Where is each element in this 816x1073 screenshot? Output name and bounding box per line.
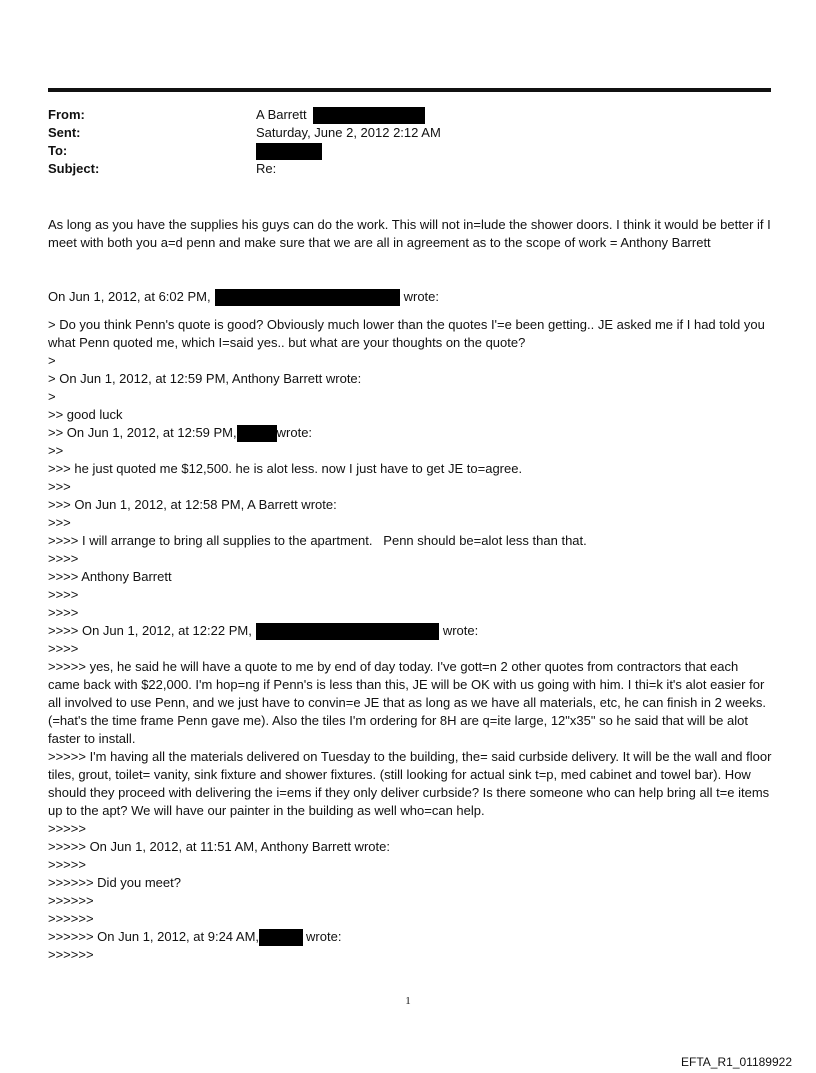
quote-header [48, 424, 773, 442]
quote-marker: >>>>>> [48, 947, 94, 962]
to-label: To: [48, 143, 68, 158]
quote-marker: >>>> [48, 587, 79, 602]
subject-value: Re: [256, 161, 277, 176]
redaction-box [237, 425, 277, 442]
quote-marker: > [48, 353, 56, 368]
wrote-text: wrote: [403, 289, 440, 304]
sent-value: Saturday, June 2, 2012 2:12 AM [256, 125, 441, 140]
quote-header: >>>>> On Jun 1, 2012, at 11:51 AM, Anthony Barrett wrote: [48, 839, 390, 854]
quote-header [48, 288, 773, 306]
quote-marker: >>> [48, 479, 71, 494]
quote-marker: >>>> [48, 605, 79, 620]
quote-marker: >> [48, 443, 64, 458]
redaction-box [256, 623, 439, 640]
redaction-box [259, 929, 303, 946]
quote-header [48, 928, 773, 946]
quoted-line: >>>>>> Did you meet? [48, 875, 181, 890]
reply-paragraph: As long as you have the supplies his guys can do the work. This will not in=lude the shower doors. I think it would be better if I meet with both you a=d penn and make sure that we are all in agreement as to the scope of work = Anthony Barrett [48, 217, 771, 250]
wrote-text: wrote: [276, 425, 313, 440]
quote-marker: >>>>> [48, 821, 86, 836]
quote-marker: >>>>>> [48, 893, 94, 908]
wrote-text: wrote: [306, 929, 342, 944]
to-row [48, 142, 768, 160]
quote-header: > On Jun 1, 2012, at 12:59 PM, Anthony Barrett wrote: [48, 371, 362, 386]
wrote-text: wrote: [442, 623, 479, 638]
quoted-line: >>>>> I'm having all the materials delivered on Tuesday to the building, the= said curbside delivery. It will be the wall and floor tiles, grout, toilet= vanity, sink fixture and shower fixtures. (still looking for actual sink t=p, med cabinet and towel bar). How should they proceed with delivering the i=ems if they only deliver curbside? Is there someone who can help bring all t=e items up to the apt? We will have our painter in the building as well who=can help. [48, 749, 772, 818]
quote-header-text: >>>> On Jun 1, 2012, at 12:22 PM, [48, 623, 252, 638]
quote-marker: >>>> [48, 551, 79, 566]
quoted-line: >>>>> yes, he said he will have a quote to me by end of day today. I've gott=n 2 other quotes from contractors that each came back with $22,000. I'm hop=ng if Penn's is less than this, JE will be OK with us going with him. I thi=k it's alot easier for all involved to use Penn, and we just have to convin=e JE that as long as we have all materials, etc, he can finish in 2 weeks. (=hat's the time frame Penn gave me). Also the tiles I'm ordering for 8H are q=ite large, 12"x35" so he said that will be alot faster to install. [48, 659, 766, 746]
quote-header-text: >>>>>> On Jun 1, 2012, at 9:24 AM, [48, 929, 260, 944]
quote-header [48, 622, 773, 640]
email-body [48, 216, 773, 964]
sent-row [48, 124, 768, 142]
redaction-box [215, 289, 400, 306]
email-header [48, 106, 768, 178]
subject-row [48, 160, 768, 178]
redaction-box [313, 107, 425, 124]
quoted-line: >>>> I will arrange to bring all supplies to the apartment. Penn should be=alot less than that. [48, 533, 587, 548]
from-label: From: [48, 107, 85, 122]
quote-header-text: >> On Jun 1, 2012, at 12:59 PM, [48, 425, 237, 440]
header-rule [48, 88, 771, 92]
page-number: 1 [405, 995, 411, 1007]
from-value: A Barrett [256, 107, 307, 122]
quote-marker: > [48, 389, 56, 404]
quoted-line: > Do you think Penn's quote is good? Obviously much lower than the quotes I'=e been getting.. JE asked me if I had told you what Penn quoted me, which I=said yes.. but what are your thoughts on the quote? [48, 317, 765, 350]
sent-label: Sent: [48, 125, 81, 140]
redaction-box [256, 143, 322, 160]
quote-marker: >>> [48, 515, 71, 530]
quote-marker: >>>>> [48, 857, 86, 872]
quoted-line: >>> he just quoted me $12,500. he is alot less. now I just have to get JE to=agree. [48, 461, 523, 476]
quote-marker: >>>> [48, 641, 79, 656]
quote-marker: >>>>>> [48, 911, 94, 926]
quote-header-text: On Jun 1, 2012, at 6:02 PM, [48, 289, 211, 304]
quoted-line: >> good luck [48, 407, 123, 422]
quoted-signature: >>>> Anthony Barrett [48, 569, 172, 584]
subject-label: Subject: [48, 161, 100, 176]
document-id: EFTA_R1_01189922 [681, 1055, 792, 1069]
quote-header: >>> On Jun 1, 2012, at 12:58 PM, A Barrett wrote: [48, 497, 337, 512]
from-row [48, 106, 768, 124]
